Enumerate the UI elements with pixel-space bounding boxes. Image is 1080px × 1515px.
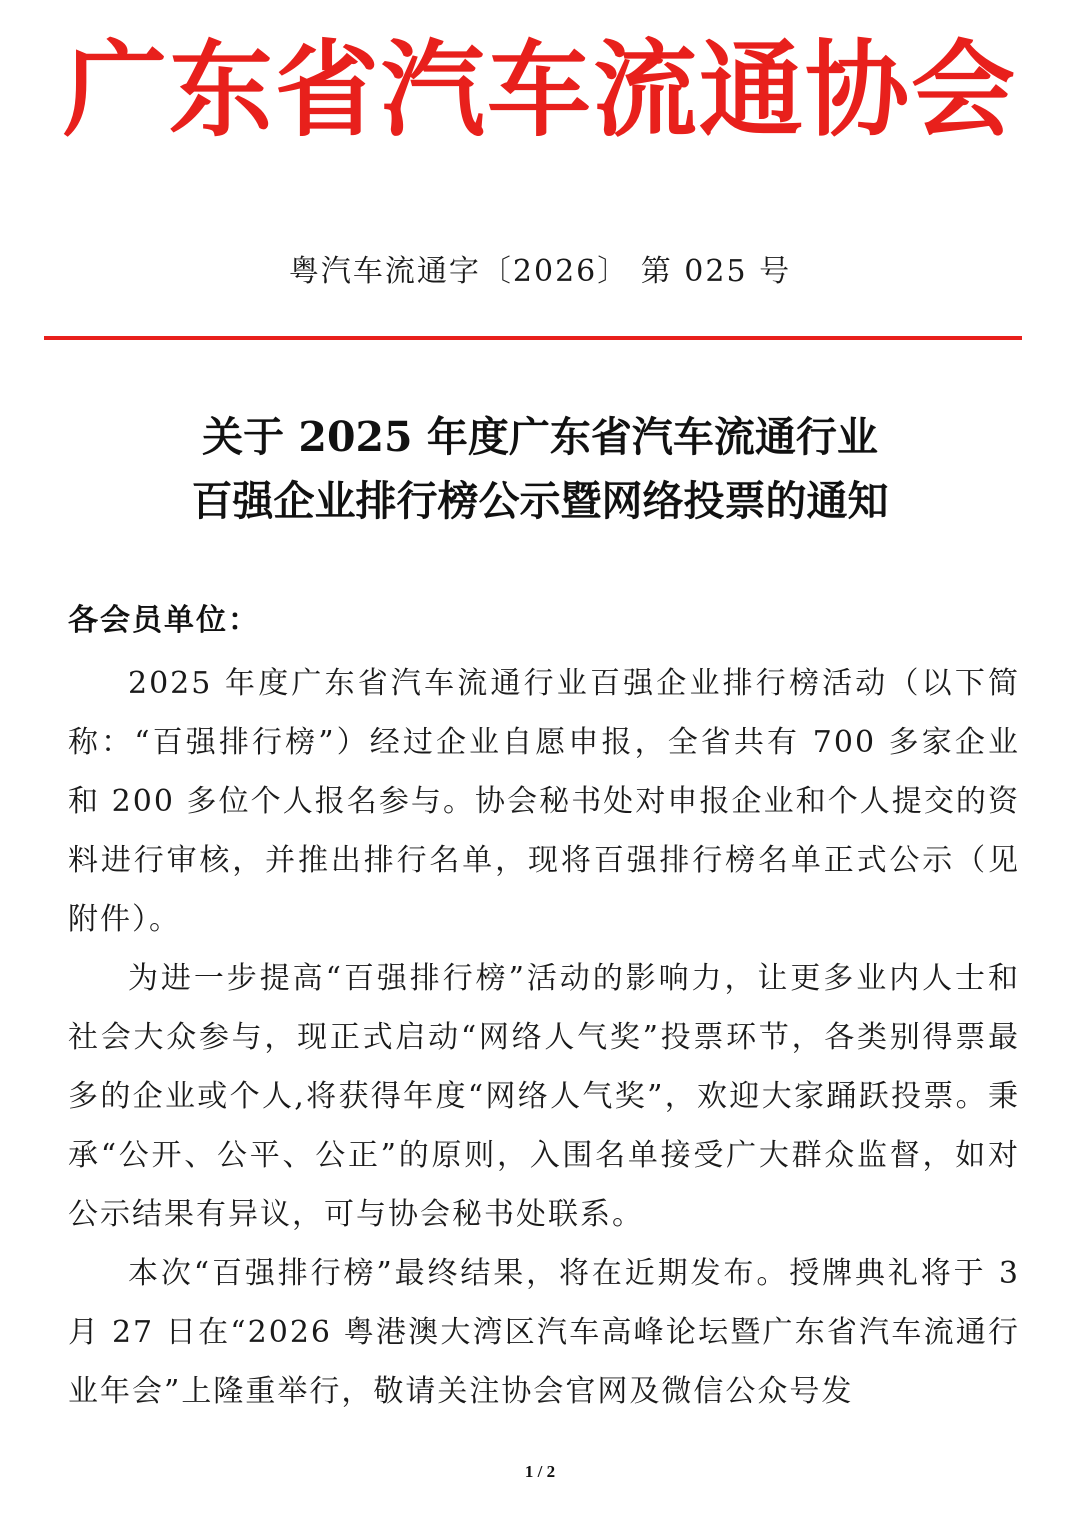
page-number: 1 / 2: [524, 1462, 556, 1481]
salutation: 各会员单位：: [68, 603, 260, 638]
body-paragraph-3: 本次“百强排行榜”最终结果，将在近期发布。授牌典礼将于 3 月 27 日在“2026 粤港澳大湾区汽车高峰论坛暨广东省汽车流通行业年会”上隆重举行，敬请关注协会官网及微信公众号发: [68, 1256, 1020, 1409]
red-divider-line: [44, 336, 1022, 340]
body-paragraph-2: 为进一步提高“百强排行榜”活动的影响力，让更多业内人士和社会大众参与，现正式启动“网络人气奖”投票环节，各类别得票最多的企业或个人,将获得年度“网络人气奖”，欢迎大家踊跃投票。秉承“公开、公平、公正”的原则，入围名单接受广大群众监督，如对公示结果有异议，可与协会秘书处联系。: [68, 961, 1020, 1232]
masthead-organization-name: 广东省汽车流通协会: [62, 28, 1017, 151]
body-paragraph-1: 2025 年度广东省汽车流通行业百强企业排行榜活动（以下简称：“百强排行榜”）经过企业自愿申报，全省共有 700 多家企业和 200 多位个人报名参与。协会秘书处对申报企业和个人提交的资料进行审核，并推出排行名单，现将百强排行榜名单正式公示（见附件）。: [68, 666, 1020, 937]
notice-title: [0, 405, 1080, 533]
document-number: 粤汽车流通字〔2026〕 第 025 号: [288, 254, 792, 289]
notice-title-line-1: 关于 2025 年度广东省汽车流通行业: [202, 413, 878, 461]
notice-title-line-2: 百强企业排行榜公示暨网络投票的通知: [191, 477, 889, 525]
notice-body: [68, 654, 1020, 1421]
